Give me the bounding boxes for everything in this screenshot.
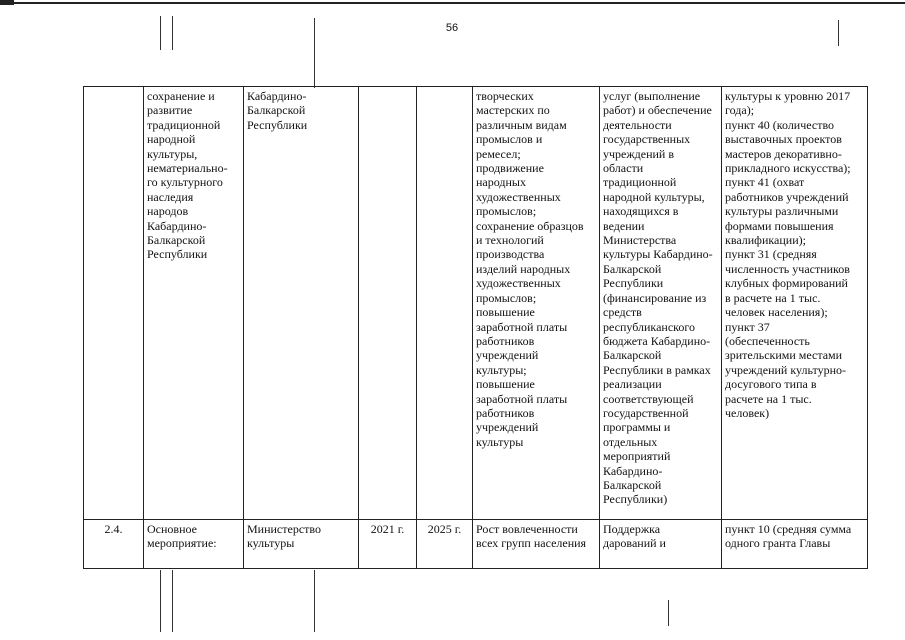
indicators-cell: культуры к уровню 2017 года); пункт 40 (количество выставочных проектов мастеров декоративно- прикладного искусства); пункт 41 (охват работников учреждений культуры различными формами повышения квалификации); пункт 31 (средняя численность участников клубных формирований в расчете на 1 тыс. человек населения); пункт 37 (обеспеченность зрительскими местами учреждений культурно- досугового типа в расчете на 1 тыс. человек) [722, 87, 868, 520]
table-row [84, 87, 868, 520]
indicators-cell: пункт 10 (средняя сумма одного гранта Главы [722, 520, 868, 569]
page-number: 56 [445, 22, 459, 34]
expected-result-cell: творческих мастерских по различным видам промыслов и ремесел; продвижение народных художественных промыслов; сохранение образцов и технологий производства изделий народных художественных промыслов; повышение заработной платы работников учреждений культуры; повышение заработной платы работников учреждений культуры [473, 87, 600, 520]
scan-line [668, 600, 669, 626]
expected-result-cell: Рост вовлеченности всех групп населения [473, 520, 600, 569]
executor-cell: Кабардино- Балкарской Республики [244, 87, 359, 520]
measure-name-cell: Основное мероприятие: [144, 520, 244, 569]
scan-line [838, 20, 839, 46]
directions-cell: Поддержка дарований и [600, 520, 722, 569]
document-table [83, 86, 868, 569]
start-year-cell [359, 87, 417, 520]
end-year-cell [417, 87, 473, 520]
scan-line [314, 18, 315, 88]
scan-line [160, 570, 161, 632]
scan-line [172, 16, 173, 50]
executor-cell: Министерство культуры [244, 520, 359, 569]
directions-cell: услуг (выполнение работ) и обеспечение деятельности государственных учреждений в области традиционной народной культуры, находящихся в ведении Министерства культуры Кабардино- Балкарской Республики (финансирование из средств республиканского бюджета Кабардино- Балкарской Республики в рамках реализации соответствующей государственной программы и отдельных мероприятий Кабардино- Балкарской Республики) [600, 87, 722, 520]
row-number-cell [84, 87, 144, 520]
scan-line [314, 570, 315, 632]
scan-line [160, 16, 161, 50]
end-year-cell: 2025 г. [417, 520, 473, 569]
row-number-cell: 2.4. [84, 520, 144, 569]
start-year-cell: 2021 г. [359, 520, 417, 569]
top-rule [0, 2, 905, 4]
scan-line [172, 570, 173, 632]
table-row [84, 520, 868, 569]
measure-name-cell: сохранение и развитие традиционной народной культуры, нематериально- го культурного наследия народов Кабардино- Балкарской Республики [144, 87, 244, 520]
